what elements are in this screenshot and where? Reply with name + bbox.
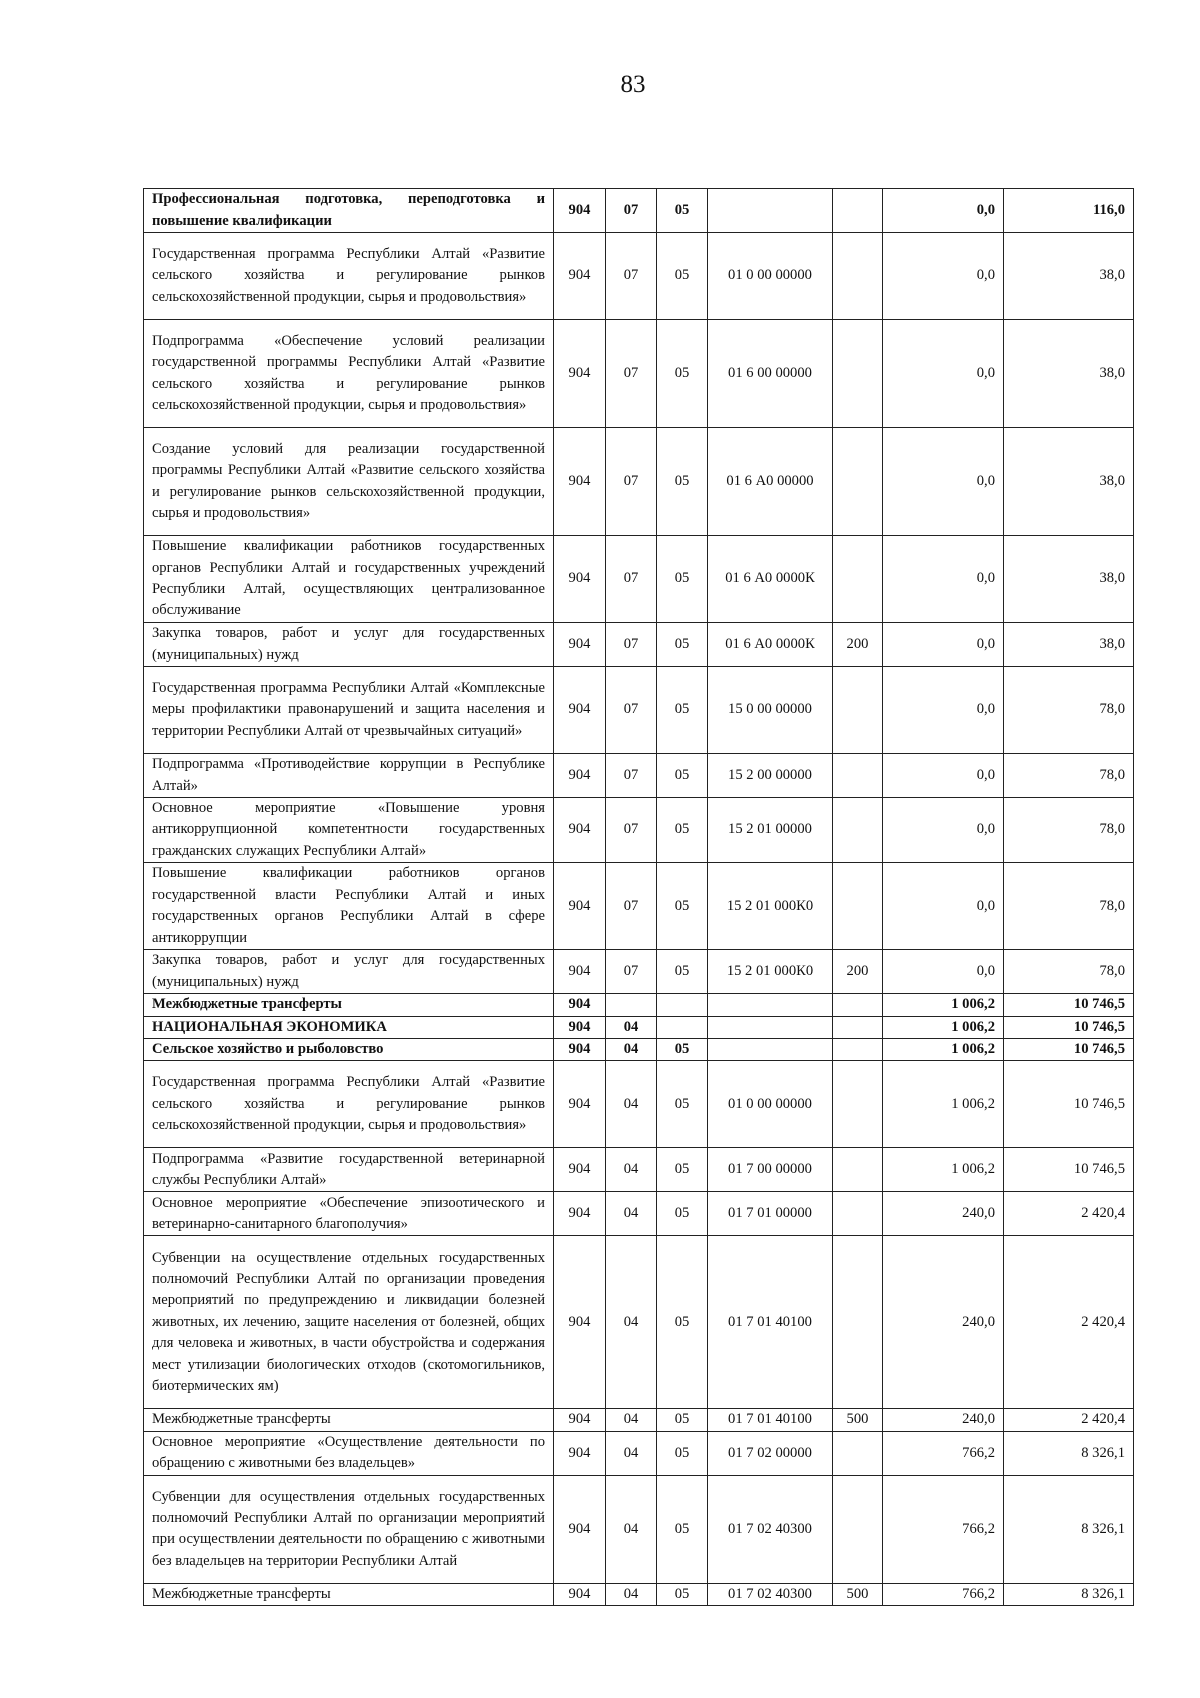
section-code-cell: 04 bbox=[606, 1583, 657, 1605]
amount-1-cell: 1 006,2 bbox=[883, 994, 1004, 1016]
ved-code-cell: 904 bbox=[554, 1583, 606, 1605]
expense-type-cell bbox=[833, 1148, 883, 1192]
table-row bbox=[144, 189, 1134, 233]
table-row bbox=[144, 863, 1134, 950]
amount-2-cell: 10 746,5 bbox=[1004, 1039, 1134, 1061]
row-name-cell: Повышение квалификации работников органов государственной власти Республики Алтай и иных государственных органов Республики Алтай в сфере антикоррупции bbox=[144, 863, 554, 950]
amount-2-cell: 10 746,5 bbox=[1004, 1061, 1134, 1148]
section-code-cell: 07 bbox=[606, 536, 657, 623]
amount-1-cell: 240,0 bbox=[883, 1236, 1004, 1409]
row-name-cell: Закупка товаров, работ и услуг для государственных (муниципальных) нужд bbox=[144, 623, 554, 667]
amount-1-cell: 0,0 bbox=[883, 950, 1004, 994]
section-code-cell: 04 bbox=[606, 1236, 657, 1409]
table-row bbox=[144, 320, 1134, 428]
subsection-code-cell: 05 bbox=[657, 428, 708, 536]
row-name-cell: Основное мероприятие «Повышение уровня антикоррупционной компетентности государственных гражданских служащих Республики Алтай» bbox=[144, 798, 554, 863]
amount-1-cell: 0,0 bbox=[883, 536, 1004, 623]
amount-2-cell: 116,0 bbox=[1004, 189, 1134, 233]
subsection-code-cell: 05 bbox=[657, 1431, 708, 1475]
subsection-code-cell: 05 bbox=[657, 320, 708, 428]
amount-2-cell: 78,0 bbox=[1004, 798, 1134, 863]
amount-1-cell: 0,0 bbox=[883, 754, 1004, 798]
subsection-code-cell: 05 bbox=[657, 536, 708, 623]
table-row bbox=[144, 1148, 1134, 1192]
section-code-cell: 07 bbox=[606, 623, 657, 667]
amount-2-cell: 38,0 bbox=[1004, 623, 1134, 667]
section-code-cell: 04 bbox=[606, 1431, 657, 1475]
ved-code-cell: 904 bbox=[554, 667, 606, 754]
row-name-cell: Субвенции на осуществление отдельных государственных полномочий Республики Алтай по организации проведения мероприятий по предупреждению и ликвидации болезней животных, их лечению, защите населения от болезней, общих для человека и животных, в части обустройства и содержания мест утилизации биологических отходов (скотомогильников, биотермических ям) bbox=[144, 1236, 554, 1409]
row-name-cell: Субвенции для осуществления отдельных государственных полномочий Республики Алтай по организации мероприятий при осуществлении деятельности по обращению с животными без владельцев на территории Республики Алтай bbox=[144, 1475, 554, 1583]
table-body bbox=[144, 189, 1134, 1606]
subsection-code-cell: 05 bbox=[657, 667, 708, 754]
target-article-cell: 01 7 02 40300 bbox=[708, 1475, 833, 1583]
target-article-cell: 01 0 00 00000 bbox=[708, 233, 833, 320]
expense-type-cell bbox=[833, 754, 883, 798]
section-code-cell: 04 bbox=[606, 1039, 657, 1061]
row-name-cell: Межбюджетные трансферты bbox=[144, 1409, 554, 1431]
amount-1-cell: 766,2 bbox=[883, 1475, 1004, 1583]
table-row bbox=[144, 667, 1134, 754]
amount-1-cell: 0,0 bbox=[883, 428, 1004, 536]
table-row bbox=[144, 950, 1134, 994]
table-row bbox=[144, 1583, 1134, 1605]
expense-type-cell bbox=[833, 428, 883, 536]
expense-type-cell: 200 bbox=[833, 623, 883, 667]
target-article-cell: 01 7 01 40100 bbox=[708, 1236, 833, 1409]
ved-code-cell: 904 bbox=[554, 798, 606, 863]
subsection-code-cell: 05 bbox=[657, 1192, 708, 1236]
target-article-cell: 01 0 00 00000 bbox=[708, 1061, 833, 1148]
amount-1-cell: 0,0 bbox=[883, 863, 1004, 950]
amount-1-cell: 766,2 bbox=[883, 1583, 1004, 1605]
subsection-code-cell bbox=[657, 994, 708, 1016]
page-number: 83 bbox=[620, 71, 646, 98]
subsection-code-cell: 05 bbox=[657, 798, 708, 863]
ved-code-cell: 904 bbox=[554, 1016, 606, 1038]
target-article-cell: 15 2 00 00000 bbox=[708, 754, 833, 798]
table-row bbox=[144, 623, 1134, 667]
table-row bbox=[144, 1192, 1134, 1236]
row-name-cell: НАЦИОНАЛЬНАЯ ЭКОНОМИКА bbox=[144, 1016, 554, 1038]
section-code-cell: 07 bbox=[606, 428, 657, 536]
target-article-cell: 01 6 00 00000 bbox=[708, 320, 833, 428]
subsection-code-cell: 05 bbox=[657, 1061, 708, 1148]
table-row bbox=[144, 1475, 1134, 1583]
amount-2-cell: 8 326,1 bbox=[1004, 1583, 1134, 1605]
table-row bbox=[144, 536, 1134, 623]
subsection-code-cell: 05 bbox=[657, 1583, 708, 1605]
target-article-cell: 15 2 01 000К0 bbox=[708, 950, 833, 994]
subsection-code-cell: 05 bbox=[657, 623, 708, 667]
amount-2-cell: 78,0 bbox=[1004, 863, 1134, 950]
ved-code-cell: 904 bbox=[554, 428, 606, 536]
section-code-cell: 07 bbox=[606, 950, 657, 994]
expense-type-cell: 500 bbox=[833, 1409, 883, 1431]
subsection-code-cell: 05 bbox=[657, 950, 708, 994]
expense-type-cell bbox=[833, 1039, 883, 1061]
target-article-cell: 15 2 01 000К0 bbox=[708, 863, 833, 950]
amount-2-cell: 2 420,4 bbox=[1004, 1409, 1134, 1431]
amount-1-cell: 240,0 bbox=[883, 1192, 1004, 1236]
amount-1-cell: 0,0 bbox=[883, 233, 1004, 320]
row-name-cell: Закупка товаров, работ и услуг для государственных (муниципальных) нужд bbox=[144, 950, 554, 994]
amount-2-cell: 10 746,5 bbox=[1004, 994, 1134, 1016]
table-row bbox=[144, 1016, 1134, 1038]
section-code-cell: 04 bbox=[606, 1148, 657, 1192]
ved-code-cell: 904 bbox=[554, 994, 606, 1016]
table-row bbox=[144, 428, 1134, 536]
table-row bbox=[144, 798, 1134, 863]
section-code-cell: 04 bbox=[606, 1409, 657, 1431]
amount-2-cell: 10 746,5 bbox=[1004, 1016, 1134, 1038]
target-article-cell: 01 7 01 40100 bbox=[708, 1409, 833, 1431]
expense-type-cell: 500 bbox=[833, 1583, 883, 1605]
amount-1-cell: 0,0 bbox=[883, 798, 1004, 863]
table-row bbox=[144, 1061, 1134, 1148]
expense-type-cell bbox=[833, 1475, 883, 1583]
row-name-cell: Сельское хозяйство и рыболовство bbox=[144, 1039, 554, 1061]
amount-1-cell: 240,0 bbox=[883, 1409, 1004, 1431]
amount-2-cell: 10 746,5 bbox=[1004, 1148, 1134, 1192]
amount-1-cell: 1 006,2 bbox=[883, 1061, 1004, 1148]
subsection-code-cell: 05 bbox=[657, 233, 708, 320]
row-name-cell: Государственная программа Республики Алтай «Комплексные меры профилактики правонарушений и защита населения и территории Республики Алтай от чрезвычайных ситуаций» bbox=[144, 667, 554, 754]
target-article-cell: 01 7 00 00000 bbox=[708, 1148, 833, 1192]
expense-type-cell bbox=[833, 320, 883, 428]
table-row bbox=[144, 994, 1134, 1016]
row-name-cell: Повышение квалификации работников государственных органов Республики Алтай и государственных учреждений Республики Алтай, осуществляющих централизованное обслуживание bbox=[144, 536, 554, 623]
row-name-cell: Подпрограмма «Противодействие коррупции в Республике Алтай» bbox=[144, 754, 554, 798]
amount-1-cell: 0,0 bbox=[883, 189, 1004, 233]
subsection-code-cell: 05 bbox=[657, 189, 708, 233]
amount-1-cell: 766,2 bbox=[883, 1431, 1004, 1475]
section-code-cell: 07 bbox=[606, 320, 657, 428]
amount-1-cell: 1 006,2 bbox=[883, 1016, 1004, 1038]
ved-code-cell: 904 bbox=[554, 623, 606, 667]
target-article-cell bbox=[708, 1039, 833, 1061]
expense-type-cell bbox=[833, 1431, 883, 1475]
amount-2-cell: 78,0 bbox=[1004, 950, 1134, 994]
section-code-cell: 07 bbox=[606, 667, 657, 754]
ved-code-cell: 904 bbox=[554, 754, 606, 798]
target-article-cell bbox=[708, 994, 833, 1016]
amount-2-cell: 8 326,1 bbox=[1004, 1475, 1134, 1583]
amount-2-cell: 38,0 bbox=[1004, 320, 1134, 428]
expense-type-cell: 200 bbox=[833, 950, 883, 994]
amount-2-cell: 2 420,4 bbox=[1004, 1236, 1134, 1409]
target-article-cell: 15 2 01 00000 bbox=[708, 798, 833, 863]
target-article-cell bbox=[708, 189, 833, 233]
section-code-cell: 07 bbox=[606, 189, 657, 233]
amount-2-cell: 78,0 bbox=[1004, 667, 1134, 754]
subsection-code-cell bbox=[657, 1016, 708, 1038]
target-article-cell: 15 0 00 00000 bbox=[708, 667, 833, 754]
target-article-cell: 01 7 02 40300 bbox=[708, 1583, 833, 1605]
row-name-cell: Основное мероприятие «Обеспечение эпизоотического и ветеринарно-санитарного благополучия» bbox=[144, 1192, 554, 1236]
amount-2-cell: 2 420,4 bbox=[1004, 1192, 1134, 1236]
subsection-code-cell: 05 bbox=[657, 1039, 708, 1061]
table-row bbox=[144, 1039, 1134, 1061]
row-name-cell: Создание условий для реализации государственной программы Республики Алтай «Развитие сельского хозяйства и регулирование рынков сельскохозяйственной продукции, сырья и продовольствия» bbox=[144, 428, 554, 536]
amount-2-cell: 38,0 bbox=[1004, 233, 1134, 320]
budget-table bbox=[143, 188, 1134, 1606]
expense-type-cell bbox=[833, 189, 883, 233]
amount-2-cell: 38,0 bbox=[1004, 428, 1134, 536]
expense-type-cell bbox=[833, 667, 883, 754]
expense-type-cell bbox=[833, 1192, 883, 1236]
subsection-code-cell: 05 bbox=[657, 1409, 708, 1431]
expense-type-cell bbox=[833, 863, 883, 950]
ved-code-cell: 904 bbox=[554, 1236, 606, 1409]
ved-code-cell: 904 bbox=[554, 1475, 606, 1583]
section-code-cell: 04 bbox=[606, 1192, 657, 1236]
row-name-cell: Подпрограмма «Развитие государственной ветеринарной службы Республики Алтай» bbox=[144, 1148, 554, 1192]
ved-code-cell: 904 bbox=[554, 1192, 606, 1236]
section-code-cell bbox=[606, 994, 657, 1016]
table-row bbox=[144, 1236, 1134, 1409]
amount-1-cell: 0,0 bbox=[883, 623, 1004, 667]
ved-code-cell: 904 bbox=[554, 233, 606, 320]
ved-code-cell: 904 bbox=[554, 536, 606, 623]
ved-code-cell: 904 bbox=[554, 1409, 606, 1431]
expense-type-cell bbox=[833, 536, 883, 623]
expense-type-cell bbox=[833, 994, 883, 1016]
amount-1-cell: 1 006,2 bbox=[883, 1039, 1004, 1061]
expense-type-cell bbox=[833, 233, 883, 320]
ved-code-cell: 904 bbox=[554, 1039, 606, 1061]
section-code-cell: 07 bbox=[606, 233, 657, 320]
expense-type-cell bbox=[833, 1236, 883, 1409]
table-row bbox=[144, 233, 1134, 320]
row-name-cell: Подпрограмма «Обеспечение условий реализации государственной программы Республики Алтай «Развитие сельского хозяйства и регулирование рынков сельскохозяйственной продукции, сырья и продовольствия» bbox=[144, 320, 554, 428]
subsection-code-cell: 05 bbox=[657, 1148, 708, 1192]
amount-1-cell: 0,0 bbox=[883, 667, 1004, 754]
section-code-cell: 04 bbox=[606, 1016, 657, 1038]
ved-code-cell: 904 bbox=[554, 950, 606, 994]
row-name-cell: Государственная программа Республики Алтай «Развитие сельского хозяйства и регулирование рынков сельскохозяйственной продукции, сырья и продовольствия» bbox=[144, 233, 554, 320]
amount-1-cell: 0,0 bbox=[883, 320, 1004, 428]
section-code-cell: 04 bbox=[606, 1475, 657, 1583]
table-row bbox=[144, 1409, 1134, 1431]
expense-type-cell bbox=[833, 798, 883, 863]
section-code-cell: 04 bbox=[606, 1061, 657, 1148]
ved-code-cell: 904 bbox=[554, 1061, 606, 1148]
ved-code-cell: 904 bbox=[554, 189, 606, 233]
target-article-cell: 01 7 02 00000 bbox=[708, 1431, 833, 1475]
target-article-cell: 01 6 А0 00000 bbox=[708, 428, 833, 536]
amount-2-cell: 78,0 bbox=[1004, 754, 1134, 798]
row-name-cell: Межбюджетные трансферты bbox=[144, 994, 554, 1016]
ved-code-cell: 904 bbox=[554, 1148, 606, 1192]
ved-code-cell: 904 bbox=[554, 1431, 606, 1475]
amount-2-cell: 8 326,1 bbox=[1004, 1431, 1134, 1475]
section-code-cell: 07 bbox=[606, 863, 657, 950]
section-code-cell: 07 bbox=[606, 754, 657, 798]
ved-code-cell: 904 bbox=[554, 863, 606, 950]
subsection-code-cell: 05 bbox=[657, 1236, 708, 1409]
row-name-cell: Профессиональная подготовка, переподготовка и повышение квалификации bbox=[144, 189, 554, 233]
row-name-cell: Межбюджетные трансферты bbox=[144, 1583, 554, 1605]
amount-1-cell: 1 006,2 bbox=[883, 1148, 1004, 1192]
amount-2-cell: 38,0 bbox=[1004, 536, 1134, 623]
row-name-cell: Государственная программа Республики Алтай «Развитие сельского хозяйства и регулирование рынков сельскохозяйственной продукции, сырья и продовольствия» bbox=[144, 1061, 554, 1148]
table-row bbox=[144, 754, 1134, 798]
ved-code-cell: 904 bbox=[554, 320, 606, 428]
target-article-cell: 01 6 А0 0000К bbox=[708, 536, 833, 623]
subsection-code-cell: 05 bbox=[657, 863, 708, 950]
target-article-cell bbox=[708, 1016, 833, 1038]
subsection-code-cell: 05 bbox=[657, 754, 708, 798]
expense-type-cell bbox=[833, 1016, 883, 1038]
expense-type-cell bbox=[833, 1061, 883, 1148]
section-code-cell: 07 bbox=[606, 798, 657, 863]
target-article-cell: 01 6 А0 0000К bbox=[708, 623, 833, 667]
target-article-cell: 01 7 01 00000 bbox=[708, 1192, 833, 1236]
subsection-code-cell: 05 bbox=[657, 1475, 708, 1583]
row-name-cell: Основное мероприятие «Осуществление деятельности по обращению с животными без владельцев» bbox=[144, 1431, 554, 1475]
table-row bbox=[144, 1431, 1134, 1475]
